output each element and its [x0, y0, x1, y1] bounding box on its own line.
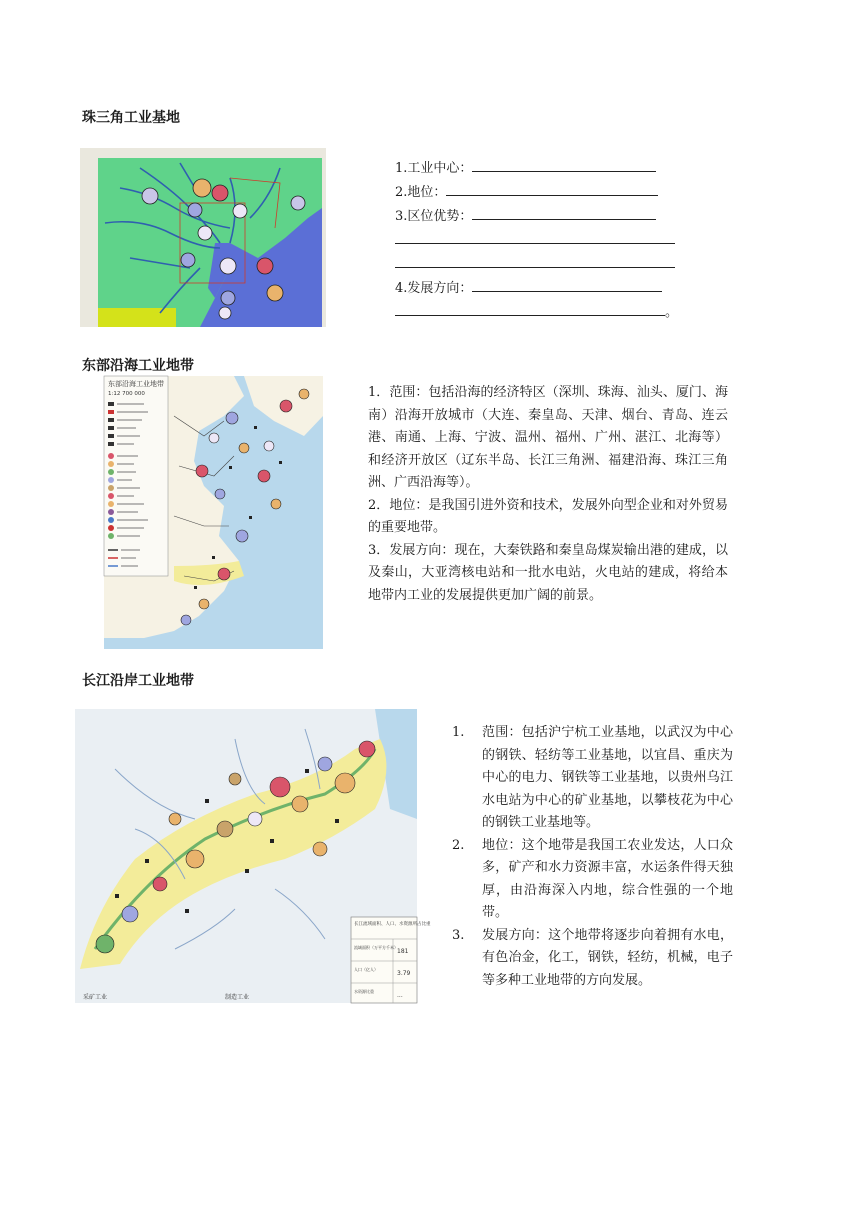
- yangtze-table-title: 长江流域面积、人口、水资源所占比重: [354, 922, 431, 927]
- yangtze-description: [452, 722, 733, 992]
- east-coast-direction: 3．发展方向：现在，大秦铁路和秦皇岛煤炭输出港的建成，以及秦山，大亚湾核电站和一批水电站，火电站的建成，将给本地带内工业的发展提供更加广阔的前景。: [368, 542, 728, 603]
- answer-blank[interactable]: [395, 300, 665, 316]
- list-item-text: 发展方向：这个地带将逐步向着拥有水电，有色冶金，化工，钢铁，轻纺，机械，电子等多种工业地带的方向发展。: [482, 927, 733, 988]
- list-number: 1.: [452, 725, 465, 740]
- yangtze-table-row-value: 3.79: [397, 970, 411, 977]
- yangtze-direction: [452, 925, 733, 993]
- east-coast-status: 2．地位：是我国引进外资和技术，发展外向型企业和对外贸易的重要地带。: [368, 497, 728, 535]
- east-coast-map-title: 东部沿海工业地带: [108, 380, 164, 388]
- prd-map: [80, 148, 326, 327]
- yangtze-table-row-label: 人口（亿人）: [354, 967, 378, 972]
- question-location-advantage: 3.区位优势：: [395, 209, 473, 224]
- east-coast-map: [104, 376, 323, 649]
- answer-blank[interactable]: [472, 156, 656, 172]
- answer-blank[interactable]: [395, 252, 675, 268]
- yangtze-map: [75, 709, 431, 1003]
- question-industry-center: 1.工业中心：: [395, 161, 473, 176]
- section-heading-prd: 珠三角工业基地: [82, 110, 180, 126]
- east-coast-description: [368, 382, 728, 607]
- list-number: 3.: [452, 927, 465, 943]
- section-heading-yangtze: 长江沿岸工业地带: [82, 673, 194, 689]
- yangtze-status: [452, 835, 733, 925]
- section-heading-east-coast: 东部沿海工业地带: [82, 358, 194, 374]
- prd-fill-in-questions: [395, 156, 678, 324]
- question-status: 2.地位：: [395, 185, 447, 200]
- end-mark: 。: [665, 305, 679, 320]
- yangtze-table-row-label: 水资源比重: [354, 989, 374, 994]
- answer-blank[interactable]: [446, 180, 658, 196]
- yangtze-bottom-label-mining: 采矿工业: [83, 994, 108, 1001]
- east-coast-map-scale: 1:12 700 000: [108, 391, 145, 397]
- yangtze-table-row-value: ...: [397, 992, 403, 999]
- list-item-text: 地位：这个地带是我国工农业发达，人口众多，矿产和水力资源丰富，水运条件得天独厚，由沿海深入内地，综合性强的一个地带。: [482, 837, 733, 920]
- answer-blank[interactable]: [395, 228, 675, 244]
- east-coast-scope: 1．范围：包括沿海的经济特区（深圳、珠海、汕头、厦门、海南）沿海开放城市（大连、秦皇岛、天津、烟台、青岛、连云港、南通、上海、宁波、温州、福州、广州、湛江、北海等）和经济开放区（辽东半岛、长江三角洲、福建沿海、珠江三角洲、广西沿海等）。: [368, 385, 728, 490]
- answer-blank[interactable]: [472, 204, 656, 220]
- yangtze-table-row-value: 181: [397, 948, 409, 955]
- yangtze-scope: [452, 722, 733, 835]
- question-development-direction: 4.发展方向：: [395, 281, 473, 296]
- list-item-text: 范围：包括沪宁杭工业基地，以武汉为中心的钢铁、轻纺等工业基地，以宜昌、重庆为中心的电力、钢铁等工业基地，以贵州乌江水电站为中心的矿业基地，以攀枝花为中心的钢铁工业基地等。: [482, 725, 733, 830]
- answer-blank[interactable]: [472, 276, 662, 292]
- yangtze-bottom-label-manufacturing: 制造工业: [225, 994, 250, 1001]
- list-number: 2.: [452, 837, 465, 853]
- yangtze-table-row-label: 流域面积（万平方千米）: [354, 945, 398, 950]
